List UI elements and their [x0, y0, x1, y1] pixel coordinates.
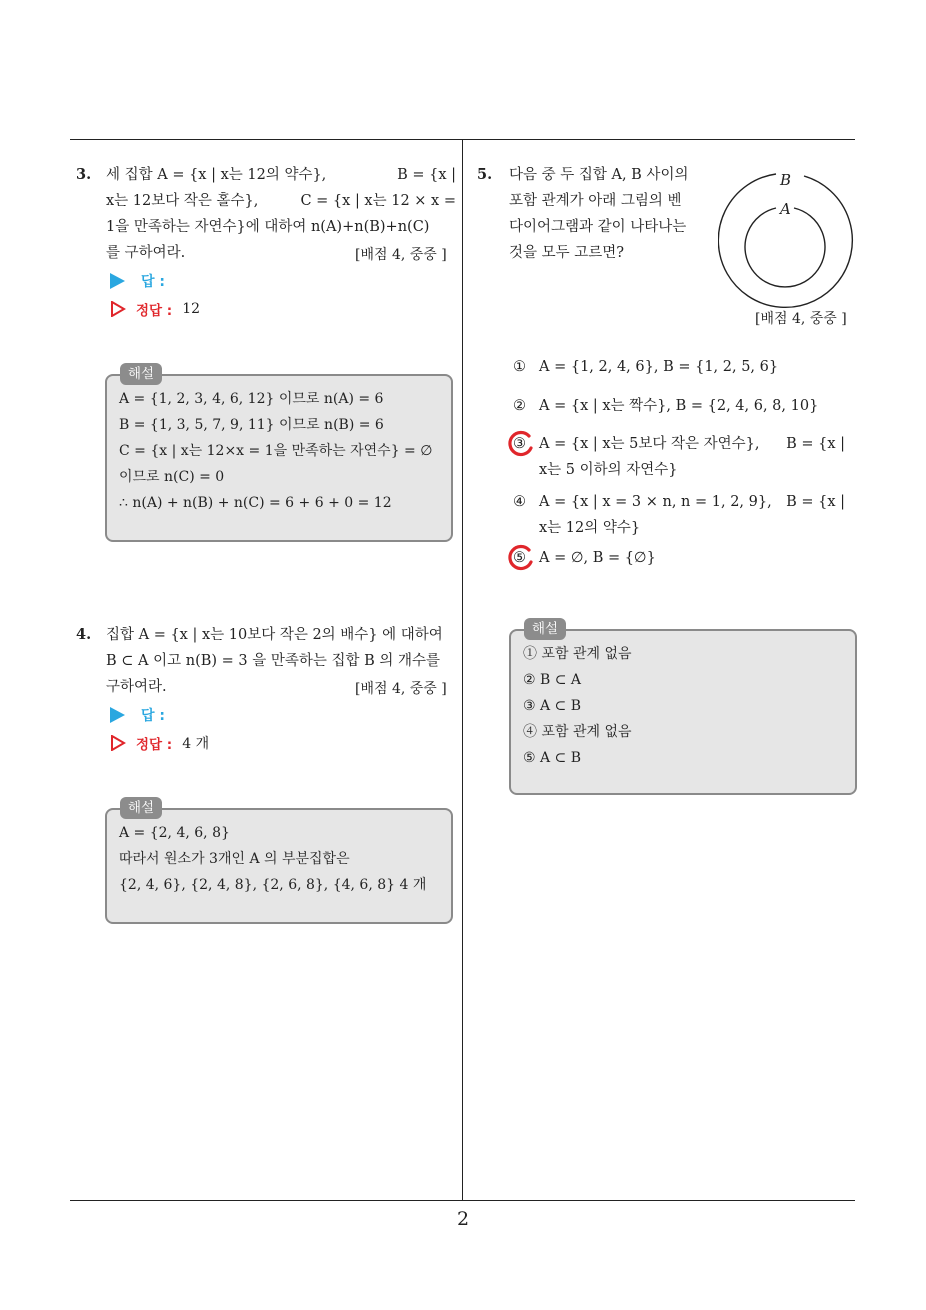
explanation-line: C = {x | x는 12×x = 1을 만족하는 자연수} = ∅	[119, 443, 433, 459]
explanation-box	[509, 629, 857, 795]
explanation-line: ∴ n(A) + n(B) + n(C) = 6 + 6 + 0 = 12	[119, 495, 392, 511]
option-text: B = {x |	[786, 436, 845, 452]
option-1[interactable]	[513, 354, 778, 380]
option-text: A = {1, 2, 4, 6}, B = {1, 2, 5, 6}	[539, 359, 779, 375]
correct-answer-row	[110, 733, 209, 753]
problem-text-line: B = {x |	[397, 167, 456, 183]
correct-answer-label: 정답 :	[136, 303, 173, 319]
problem-text-line: 다음 중 두 집합 A, B 사이의	[509, 167, 689, 183]
explanation-line: A = {2, 4, 6, 8}	[119, 825, 230, 841]
option-2[interactable]	[513, 393, 818, 419]
outline-triangle-icon	[110, 735, 126, 751]
option-text: A = {x | x = 3 × n, n = 1, 2, 9},	[539, 494, 772, 510]
problem-text-line: 포함 관계가 아래 그림의 벤	[509, 193, 682, 209]
answer-label: 답 :	[141, 708, 165, 724]
filled-triangle-icon	[110, 273, 125, 289]
option-text: A = {x | x는 짝수}, B = {2, 4, 6, 8, 10}	[539, 398, 819, 414]
score-info: [배점 4, 중중 ]	[355, 247, 447, 263]
venn-inner-circle	[745, 208, 825, 287]
problem-text-line: 것을 모두 고르면?	[509, 245, 625, 261]
page-number: 2	[456, 1208, 470, 1230]
answer-row	[110, 705, 165, 725]
explanation-line: A = {1, 2, 3, 4, 6, 12} 이므로 n(A) = 6	[119, 391, 384, 407]
explanation-line: {2, 4, 6}, {2, 4, 8}, {2, 6, 8}, {4, 6, 8} 4 개	[119, 877, 427, 893]
problem-number: 3.	[76, 166, 92, 183]
problem-text-line: 세 집합 A = {x | x는 12의 약수},	[106, 167, 327, 183]
outline-triangle-icon	[110, 301, 126, 317]
filled-triangle-icon	[110, 707, 125, 723]
option-3[interactable]	[513, 431, 845, 483]
problem-text-line: 다이어그램과 같이 나타나는	[509, 219, 687, 235]
option-text: B = {x |	[786, 494, 845, 510]
venn-outer-label: B	[780, 172, 792, 189]
explanation-line: ② B ⊂ A	[523, 672, 582, 688]
problem-text-line: C = {x | x는 12 × x =	[300, 193, 456, 209]
problem-number: 5.	[477, 166, 493, 183]
option-number: ⑤	[513, 550, 526, 566]
explanation-tag: 해설	[120, 363, 162, 385]
bottom-rule	[70, 1200, 855, 1201]
option-number: ②	[513, 398, 526, 414]
explanation-line: ③ A ⊂ B	[523, 698, 582, 714]
explanation-line: ⑤ A ⊂ B	[523, 750, 582, 766]
score-info: [배점 4, 중중 ]	[355, 681, 447, 697]
correct-answer-label: 정답 :	[136, 737, 173, 753]
correct-answer-unit: 개	[195, 736, 210, 752]
correct-answer-value: 12	[182, 301, 201, 317]
problem-text	[509, 162, 709, 266]
correct-answer-number: 4	[182, 736, 192, 752]
option-number: ③	[513, 436, 526, 452]
problem-text-line: 구하여라.	[106, 679, 167, 695]
explanation-tag: 해설	[120, 797, 162, 819]
explanation-line: 따라서 원소가 3개인 A 의 부분집합은	[119, 851, 350, 867]
option-4[interactable]	[513, 489, 845, 541]
problem-text-line: B ⊂ A 이고 n(B) = 3 을 만족하는 집합 B 의 개수를	[106, 653, 441, 669]
correct-answer-row	[110, 299, 200, 319]
correct-answer-value	[182, 733, 209, 753]
problem-text-line: 를 구하여라.	[106, 245, 186, 261]
venn-inner-label: A	[780, 200, 791, 218]
option-text: A = ∅, B = {∅}	[539, 550, 656, 566]
problem-text-line: 집합 A = {x | x는 10보다 작은 2의 배수} 에 대하여	[106, 627, 443, 643]
explanation-box	[105, 808, 453, 924]
selected-mark-icon	[507, 430, 535, 458]
explanation-line: ① 포함 관계 없음	[523, 646, 632, 662]
problem-text-line: 1을 만족하는 자연수}에 대하여 n(A)+n(B)+n(C)	[106, 219, 430, 235]
selected-mark-icon	[507, 544, 535, 572]
option-text: x는 5 이하의 자연수}	[539, 462, 678, 478]
explanation-line: ④ 포함 관계 없음	[523, 724, 632, 740]
explanation-line: 이므로 n(C) = 0	[119, 469, 225, 485]
score-info: [배점 4, 중중 ]	[755, 311, 847, 327]
column-divider	[462, 139, 463, 1201]
explanation-line: B = {1, 3, 5, 7, 9, 11} 이므로 n(B) = 6	[119, 417, 384, 433]
explanation-tag: 해설	[524, 618, 566, 640]
answer-row	[110, 271, 165, 291]
explanation-box	[105, 374, 453, 542]
option-text: A = {x | x는 5보다 작은 자연수},	[539, 436, 760, 452]
venn-diagram	[718, 172, 856, 310]
option-number: ④	[513, 494, 526, 510]
option-text: x는 12의 약수}	[539, 520, 641, 536]
problem-text-line: x는 12보다 작은 홀수},	[106, 193, 259, 209]
problem-number: 4.	[76, 626, 92, 643]
answer-label: 답 :	[141, 274, 165, 290]
option-number: ①	[513, 359, 526, 375]
